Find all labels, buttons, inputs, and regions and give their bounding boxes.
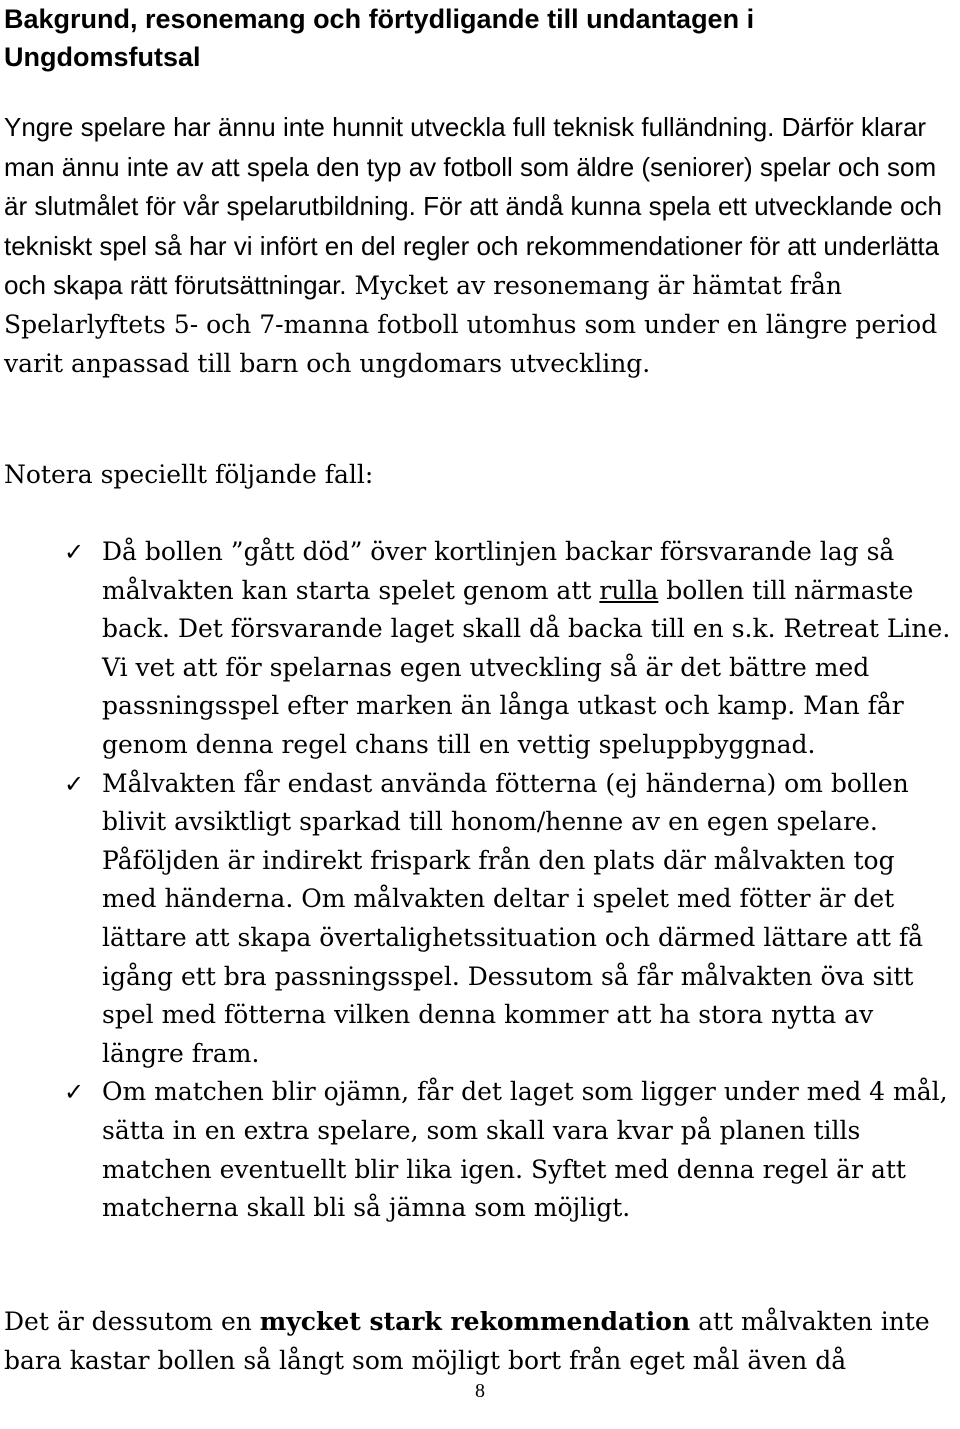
checklist-item-extra-player	[0, 1073, 960, 1227]
final-paragraph	[4, 1303, 960, 1380]
checklist-item-goalkeeper-feet	[0, 765, 960, 1074]
strong-recommendation: mycket stark rekommendation	[259, 1307, 691, 1336]
checkmark-icon: ✓	[64, 769, 85, 798]
checkmark-icon: ✓	[64, 1078, 85, 1107]
intro-paragraph-part1: Yngre spelare har ännu inte hunnit utveckla full teknisk fulländning. Därför klarar man ännu inte av att spela den typ av fotboll som äldre (seniorer) spelar och som är slutmålet för vår spelarutbildning. För att ändå kunna spela ett utvecklande och tekniskt spel så har vi infört en del regler och rekommendationer för att underlätta och skapa rätt förutsättningar.	[4, 112, 942, 301]
note-intro: Notera speciellt följande fall:	[4, 460, 374, 489]
checklist-item-text: Målvakten får endast använda fötterna (ej händerna) om bollen blivit avsiktligt sparkad till honom/henne av en egen spelare. Påföljden är indirekt frispark från den plats där målvakten tog med händerna. Om målvakten deltar i spelet med fötter är det lättare att skapa övertalighetssituation och därmed lättare att få igång ett bra passningsspel. Dessutom så får målvakten öva sitt spel med fötterna vilken denna kommer att ha stora nytta av längre fram.	[102, 768, 924, 1068]
checklist-item-text: Om matchen blir ojämn, får det laget som ligger under med 4 mål, sätta in en extra spelare, som skall vara kvar på planen tills matchen eventuellt blir lika igen. Syftet med denna regel är att matcherna skall bli så jämna som möjligt.	[102, 1077, 948, 1223]
final-text-end: att målvakten inte bara kastar bollen så långt som möjligt bort från eget mål även då	[4, 1307, 930, 1375]
page-number: 8	[475, 1380, 485, 1402]
final-text-start: Det är dessutom en	[4, 1307, 260, 1336]
checklist	[0, 533, 960, 1228]
checklist-item-text: Då bollen ”gått död” över kortlinjen backar försvarande lag så målvakten kan starta spelet genom att	[102, 537, 895, 605]
underlined-word: rulla	[599, 575, 659, 605]
checklist-item-dead-ball	[0, 533, 960, 765]
checkmark-icon: ✓	[64, 538, 85, 566]
intro-paragraph-part2: Mycket av resonemang är hämtat från Spelarlyftets 5- och 7-manna fotboll utomhus som under en längre period varit anpassad till barn och ungdomars utveckling.	[4, 271, 938, 378]
section-heading: Bakgrund, resonemang och förtydligande till undantagen i Ungdomsfutsal	[4, 4, 755, 72]
checklist-item-text-continued: bollen till närmaste back. Det försvarande laget skall då backa till en s.k. Retreat Line. Vi vet att för spelarnas egen utveckling så är det bättre med passningsspel efter marken än långa utkast och kamp. Man får genom denna regel chans till en vettig speluppbyggnad.	[102, 575, 951, 759]
intro-paragraph	[4, 108, 956, 383]
